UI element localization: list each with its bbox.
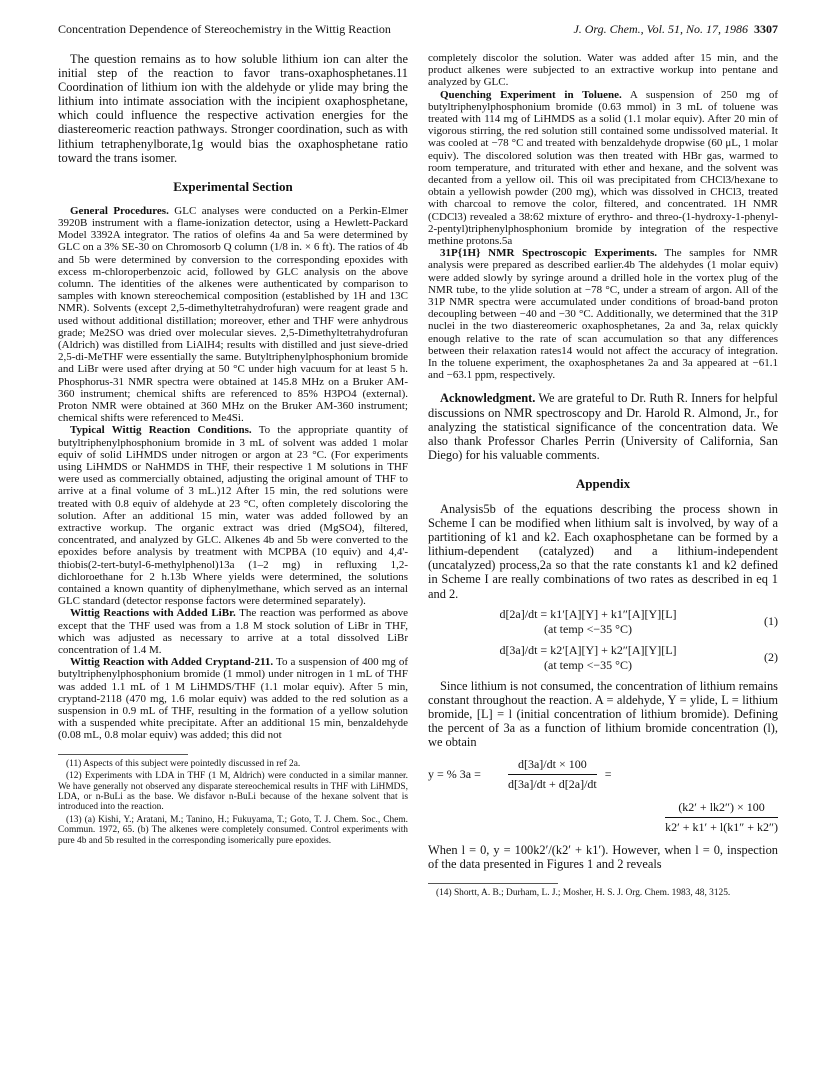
equals-sign: =: [604, 767, 612, 782]
equation-1-line: d[2a]/dt = k1′[A][Y] + k1″[A][Y][L]: [499, 606, 677, 621]
run-in-heading: Quenching Experiment in Toluene.: [440, 88, 622, 101]
appendix-paragraph-1: Analysis5b of the equations describing the process shown in Scheme I can be modified when lithium salt is involved, by way of a partitioning of k1 and k2. Each oxaphosphetane can be formed by a lithium-dependent (catalyzed) and a lithium-independent (uncatalyzed) process,2a so that the rate constants k1 and k2 defined in Scheme I are really combinations of two rates as described in eq 1 and 2.: [428, 501, 778, 601]
equation-1-number: (1): [764, 614, 778, 629]
paragraph-text: A suspension of 250 mg of butyltriphenylphosphonium bromide (0.63 mmol) in 3 mL of toluene was treated with 114 mg of LiHMDS as a solid (1.1 molar equiv). After 20 min of vigorous stirring, the red solution still contained some undissolved material. It was cooled at −78 °C and treated with benzaldehyde dropwise (60 μL, 1 molar equiv). The discolored solution was then treated with HBr gas, warmed to room temperature, and triturated with ether and hexane, and the solvent was decanted from a yellow oil. This oil was precipitated from CHCl3/hexane to obtain a yellowish powder (200 mg), which was dissolved in CHCl3, treated with charcoal to remove the color, filtered, and concentrated. 1H NMR (CDCl3) revealed a 38:62 mixture of erythro- and threo-(1-hydroxy-1-phenyl-2-pentyl)triphenylphosphonium bromide by integration of the respective methine protons.5a: [428, 88, 778, 248]
equation-2-number: (2): [764, 650, 778, 665]
paragraph-text: We are grateful to Dr. Ruth R. Inners for helpful discussions on NMR spectroscopy and Dr. Harold R. Almond, Jr., for analyzing the statistical significance of the concentration data. We also thank Professor Charles Perrin (University of California, San Diego) for his valuable comments.: [428, 391, 778, 462]
footnote: (12) Experiments with LDA in THF (1 M, Aldrich) were conducted in a similar manner. We have generally not observed any disparate stereochemical results in THF with LiHMDS, LDA, or n-BuLi as the base. We disfavor n-BuLi because of the hexane solvent that is introduced into the reaction.: [58, 771, 408, 813]
section-heading-appendix: Appendix: [575, 475, 631, 491]
page-number: 3307: [754, 22, 778, 36]
running-header: [58, 22, 778, 42]
section-heading-experimental: Experimental Section: [173, 178, 293, 194]
paragraph-text: The reaction was performed as above except that the THF used was from a 1.8 M stock solution of LiBr in THF, which was adjusted as necessary to arrive at a total dissolved LiBr concentration of 1.4 M.: [58, 607, 409, 657]
equation-2-condition: (at temp <−35 °C): [544, 657, 632, 672]
general-procedures-paragraph: [58, 205, 408, 425]
fraction-numerator: (k2′ + lk2″) × 100: [665, 800, 778, 818]
run-in-heading: Wittig Reaction with Added Cryptand-211.: [70, 656, 274, 669]
equation-3: [428, 757, 778, 792]
equation-1-condition: (at temp <−35 °C): [544, 621, 632, 636]
intro-paragraph: The question remains as to how soluble lithium ion can alter the initial step of the reaction to favor trans-oxaphosphetanes.11 Coordination of lithium ion with the aldehyde or ylide may bring the lithium into intimate association with the incipient oxaphosphetane, which could influence the respective activation energies for the diastereomeric reaction pathways. Stronger coordination, such as with lithium tetraphenylborate,1g would bias the oxaphosphetane ratio toward the trans isomer.: [58, 52, 408, 165]
paragraph-text: The samples for NMR analysis were prepared as described earlier.4b The aldehydes (1 molar equiv) were added slowly by syringe around a drilled hole in the vortex plug of the NMR tube, to the ylide solution at −78 °C, under a stream of argon. All of the 31P NMR spectra were accumulated under conditions of broad-band proton decoupling between −40 and −30 °C. Additionally, we determined that the 31P nuclei in the two diastereomeric oxaphosphetanes, 2a and 3a, relax quickly enough relative to the rate of scan accumulation so that any differences between their relaxation rates14 would not affect the accuracy of integration. In the toluene experiment, the oxaphosphetanes 2a and 3a appeared at −61.1 and −63.1 ppm, respectively.: [428, 247, 778, 382]
journal-citation: [573, 22, 778, 42]
paragraph-text: To a suspension of 400 mg of butyltriphenylphosphonium bromide (1 mmol) under nitrogen in 1 mL of THF was added 1.1 mL of 1 M LiHMDS/THF (1.1 molar equiv). After 5 min, cryptand-2118 (470 mg, 1.6 molar equiv) was added to the red solution as a suspension in 0.9 mL of THF, resulting in the formation of a yellow solution with a suspended white precipitate. After an additional 15 min, benzaldehyde (0.08 mL, 0.8 molar equiv) was added; this did not: [58, 656, 408, 742]
footnote-rule: [58, 754, 188, 755]
footnotes-left: [58, 759, 408, 846]
cryptand-paragraph: [58, 656, 408, 741]
fraction-denominator: k2′ + k1′ + l(k1″ + k2″): [665, 820, 778, 835]
equation-4: [428, 800, 778, 835]
equation-3-fraction: [508, 757, 597, 792]
left-column: [58, 52, 408, 899]
appendix-paragraph-2: Since lithium is not consumed, the concentration of lithium remains constant throughout the reaction. A = aldehyde, Y = ylide, L = lithium bromide, [L] = l (initial concentration of lithium bromide). Defining the percent of 3a as a function of lithium bromide concentration (l), we obtain: [428, 678, 778, 749]
footnote: (14) Shortt, A. B.; Durham, L. J.; Mosher, H. S. J. Org. Chem. 1983, 48, 3125.: [436, 888, 731, 899]
libr-paragraph: [58, 607, 408, 656]
running-title: Concentration Dependence of Stereochemistry in the Wittig Reaction: [58, 22, 391, 36]
run-in-heading: Wittig Reactions with Added LiBr.: [70, 607, 236, 620]
footnotes-right: [428, 888, 778, 898]
footnote: (13) (a) Kishi, Y.; Aratani, M.; Tanino, H.; Fukuyama, T.; Goto, T. J. Chem. Soc., Chem. Commun. 1972, 65. (b) The alkenes were completely consumed. Control experiments with pure 4b and 5b resulted in the corresponding isomerically pure epoxides.: [58, 814, 408, 846]
equation-2-line: d[3a]/dt = k2′[A][Y] + k2″[A][Y][L]: [499, 642, 677, 657]
paragraph-text: To the appropriate quantity of butyltriphenylphosphonium bromide in 3 mL of solvent was added 1 molar equiv of solid LiHMDS under nitrogen or argon at 23 °C. (For experiments using LiHMDS or NaHMDS in THF, their respective 1 M solutions in THF were used as commercially obtained, adjusting the original amount of THF to arrive at a final volume of 3 mL.)12 After 15 min, the red solutions were treated with 0.8 equiv of aldehyde at 23 °C, often completely discoloring the solution. After an additional 15 min, water was added followed by an extractive workup. The organic extract was dried (MgSO4), filtered, concentrated, and analyzed by GLC. Alkenes 4b and 5b were converted to the epoxides before analysis by treatment with MCPBA (10 equiv) and 4,4'-thiobis(2-tert-butyl-6-methylphenol)13a (1–2 mg) in refluxing 1,2-dichloroethane for 2 h.13b Where yields were determined, the solutions contained a known quantity of diphenylmethane, which served as an internal GLC standard (detector response factors were determined separately).: [58, 424, 408, 608]
footnote: (11) Aspects of this subject were pointedly discussed in ref 2a.: [66, 758, 301, 769]
equation-3-lhs: y = % 3a =: [428, 767, 481, 782]
continued-paragraph: completely discolor the solution. Water was added after 15 min, and the product alkenes were subjected to an extractive workup into pentane and analyzed by GLC.: [428, 52, 778, 89]
run-in-heading: 31P{1H} NMR Spectroscopic Experiments.: [440, 247, 657, 260]
nmr-paragraph: [428, 247, 778, 381]
journal-page: [58, 22, 778, 1052]
quenching-paragraph: [428, 89, 778, 248]
equation-4-fraction: [665, 800, 778, 835]
footnote-rule: [428, 883, 558, 884]
equation-1: [428, 607, 778, 637]
journal-name: J. Org. Chem., Vol. 51, No. 17, 1986: [573, 22, 748, 36]
fraction-denominator: d[3a]/dt + d[2a]/dt: [508, 777, 597, 792]
equation-2: [428, 643, 778, 673]
right-column: [428, 52, 778, 899]
appendix-paragraph-3: When l = 0, y = 100k2′/(k2′ + k1′). However, when l = 0, inspection of the data presented in Figures 1 and 2 reveals: [428, 843, 778, 872]
run-in-heading: Typical Wittig Reaction Conditions.: [70, 424, 252, 437]
run-in-heading: Acknowledgment.: [440, 391, 536, 406]
run-in-heading: General Procedures.: [70, 204, 169, 217]
acknowledgment-paragraph: [428, 391, 778, 461]
typical-wittig-paragraph: [58, 424, 408, 607]
paragraph-text: GLC analyses were conducted on a Perkin-Elmer 3920B instrument with a flame-ionization detector, using a Hewlett-Packard Model 3392A integrator. The ratios of olefins 4a and 5a were determined by GLC on a 3% SE-30 on Chromosorb Q column (1/8 in. × 6 ft). The ratios of 4b and 5b were determined by conversion to the corresponding epoxides with excess m-chloroperbenzoic acid, followed by GLC analysis on the above column. The identities of the alkenes were authenticated by comparison to samples with known stereochemical composition (established by 1H and 13C NMR). Solvents (except 2,5-dimethyltetrahydrofuran) were reagent grade and used without additional distillation; moreover, ether and THF were anhydrous grade; Me2SO was dried over molecular sieves. 2,5-Dimethyltetrahydrofuran (Aldrich) was distilled from LiAlH4; results with distilled and just sieve-dried 2,5-di-MeTHF were essentially the same. Butyltriphenylphosphonium bromide and LiBr were used after drying at 50 °C under high vacuum for at least 5 h. Phosphorus-31 NMR spectra were obtained at 145.8 MHz on a Bruker AM-360 instrument; chemical shifts are referenced to 85% H3PO4 (external). Proton NMR were obtained at 360 MHz on the Bruker AM-360 instrument; chemical shifts were referenced to Me4Si.: [58, 204, 408, 425]
fraction-numerator: d[3a]/dt × 100: [508, 757, 597, 775]
